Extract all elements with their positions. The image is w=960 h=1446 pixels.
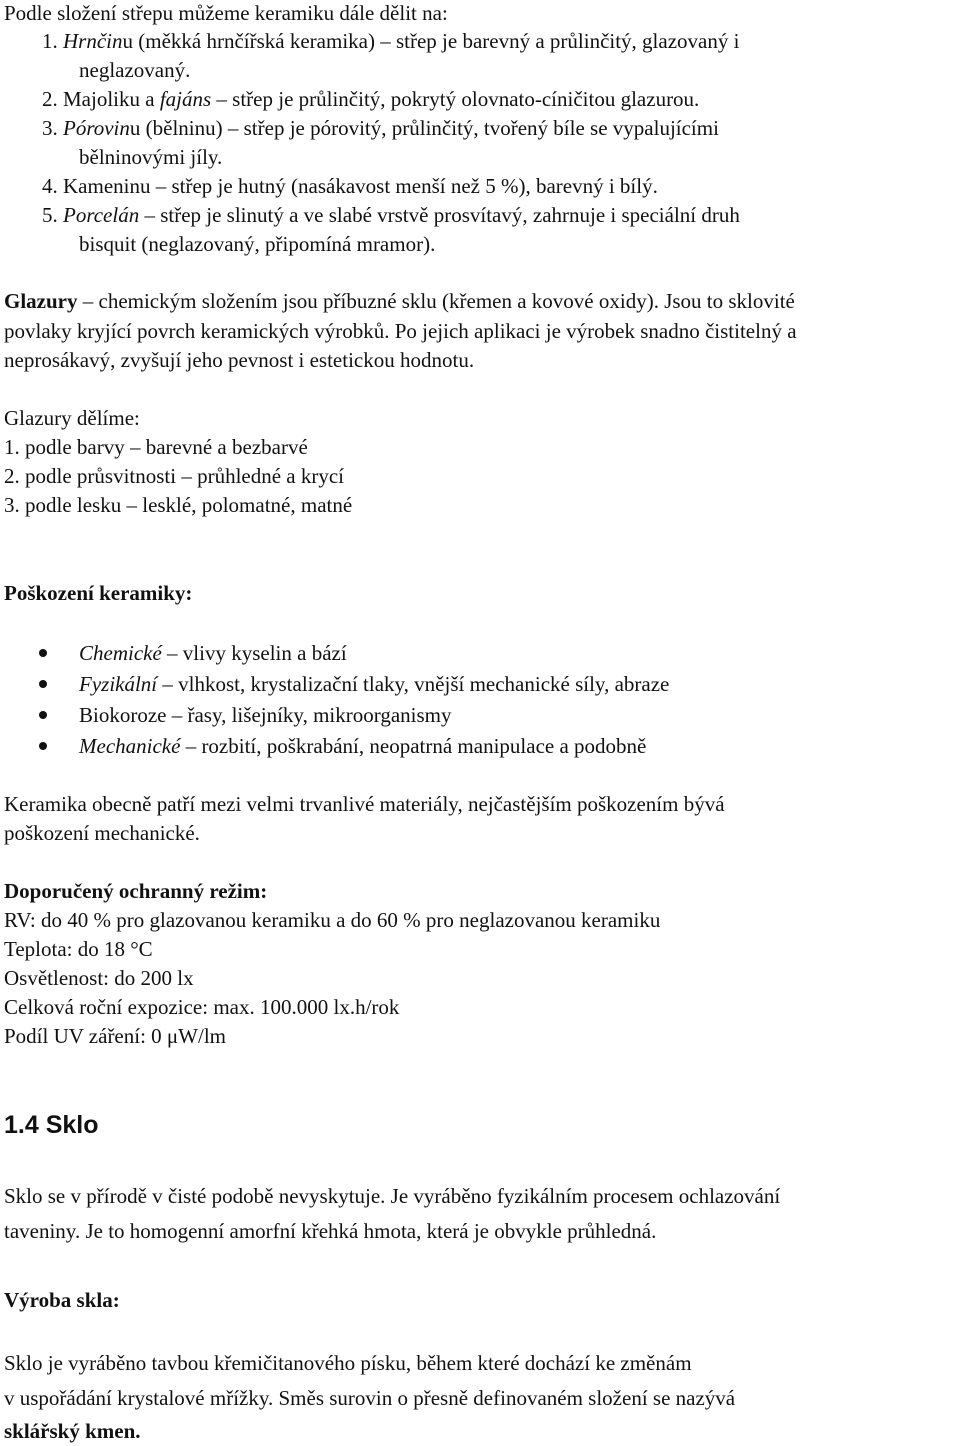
type-term: Pórovin bbox=[63, 116, 130, 140]
bullet-icon bbox=[39, 711, 47, 719]
type-num: 3. bbox=[42, 116, 58, 140]
type-item-4 bbox=[42, 173, 658, 199]
type-item-5-cont: bisquit (neglazovaný, připomíná mramor). bbox=[79, 232, 436, 256]
type-pre: Majoliku a bbox=[63, 87, 160, 111]
poskozeni-item: Chemické – vlivy kyselin a bází bbox=[79, 641, 347, 665]
glazury-delime-item: 1. podle barvy – barevné a bezbarvé bbox=[4, 435, 308, 459]
type-num: 2. bbox=[42, 87, 58, 111]
vyroba-line-2: v uspořádání krystalové mřížky. Směs surovin o přesně definovaném složení se nazývá bbox=[4, 1386, 736, 1410]
type-item-1-cont: neglazovaný. bbox=[79, 58, 191, 82]
bullet-icon bbox=[39, 680, 47, 688]
glazury-line-1: Glazury – chemickým složením jsou příbuzné sklu (křemen a kovové oxidy). Jsou to sklovité bbox=[4, 289, 795, 313]
glazury-delime-item: 3. podle lesku – lesklé, polomatné, matné bbox=[4, 493, 353, 517]
type-num: 1. bbox=[42, 29, 58, 53]
type-num: 5. bbox=[42, 203, 58, 227]
poskozeni-item: Mechanické – rozbití, poškrabání, neopatrná manipulace a podobně bbox=[79, 734, 647, 758]
type-desc: Kameninu – střep je hutný (nasákavost menší než 5 %), barevný i bílý. bbox=[63, 174, 658, 198]
glazury-delime-heading: Glazury dělíme: bbox=[4, 406, 140, 430]
type-desc: u (bělninu) – střep je pórovitý, průlinčitý, tvořený bíle se vypalujícími bbox=[129, 116, 719, 140]
poskozeni-heading: Poškození keramiky: bbox=[4, 581, 193, 605]
type-item-1 bbox=[42, 28, 739, 54]
bullet-icon bbox=[39, 649, 47, 657]
sklo-line-1: Sklo se v přírodě v čisté podobě nevyskytuje. Je vyráběno fyzikálním procesem ochlazování bbox=[4, 1184, 781, 1208]
glazury-term: Glazury bbox=[4, 289, 78, 313]
vyroba-line-3: sklářský kmen. bbox=[4, 1419, 141, 1443]
poskozeni-note-line-1: Keramika obecně patří mezi velmi trvanlivé materiály, nejčastějším poškozením bývá bbox=[4, 792, 725, 816]
sklo-line-2: taveniny. Je to homogenní amorfní křehká hmota, která je obvykle průhledná. bbox=[4, 1219, 657, 1243]
rezim-line: Celková roční expozice: max. 100.000 lx.h/rok bbox=[4, 995, 400, 1019]
glazury-delime-item: 2. podle průsvitnosti – průhledné a krycí bbox=[4, 464, 345, 488]
poskozeni-note-line-2: poškození mechanické. bbox=[4, 821, 200, 845]
type-term: fajáns bbox=[159, 87, 212, 111]
type-item-3-cont: bělninovými jíly. bbox=[79, 145, 223, 169]
type-desc: u (měkká hrnčířská keramika) – střep je barevný a průlinčitý, glazovaný i bbox=[122, 29, 740, 53]
glazury-line-3: neprosákavý, zvyšují jeho pevnost i estetickou hodnotu. bbox=[4, 348, 475, 372]
rezim-line: RV: do 40 % pro glazovanou keramiku a do 60 % pro neglazovanou keramiku bbox=[4, 908, 661, 932]
rezim-line: Osvětlenost: do 200 lx bbox=[4, 966, 194, 990]
vyroba-line-1: Sklo je vyráběno tavbou křemičitanového písku, během které dochází ke změnám bbox=[4, 1351, 692, 1375]
type-term: Porcelán bbox=[63, 203, 140, 227]
type-num: 4. bbox=[42, 174, 58, 198]
type-desc: – střep je slinutý a ve slabé vrstvě prosvítavý, zahrnuje i speciální druh bbox=[139, 203, 740, 227]
rezim-line: Teplota: do 18 °C bbox=[4, 937, 153, 961]
intro-text: Podle složení střepu můžeme keramiku dále dělit na: bbox=[4, 1, 448, 25]
bullet-icon bbox=[39, 742, 47, 750]
glazury-line-2: povlaky kryjící povrch keramických výrobků. Po jejich aplikaci je výrobek snadno čistitelný a bbox=[4, 319, 797, 343]
poskozeni-item: Fyzikální – vlhkost, krystalizační tlaky, vnější mechanické síly, abraze bbox=[79, 672, 670, 696]
type-item-3 bbox=[42, 115, 719, 141]
type-item-2 bbox=[42, 86, 699, 112]
type-desc: – střep je průlinčitý, pokrytý olovnato-cíničitou glazurou. bbox=[211, 87, 700, 111]
type-item-5 bbox=[42, 202, 740, 228]
type-term: Hrnčin bbox=[63, 29, 123, 53]
vyroba-heading: Výroba skla: bbox=[4, 1288, 120, 1312]
section-heading: 1.4 Sklo bbox=[4, 1111, 99, 1139]
rezim-line: Podíl UV záření: 0 μW/lm bbox=[4, 1024, 227, 1048]
rezim-heading: Doporučený ochranný režim: bbox=[4, 879, 268, 903]
poskozeni-item: Biokoroze – řasy, lišejníky, mikroorganismy bbox=[79, 703, 452, 727]
